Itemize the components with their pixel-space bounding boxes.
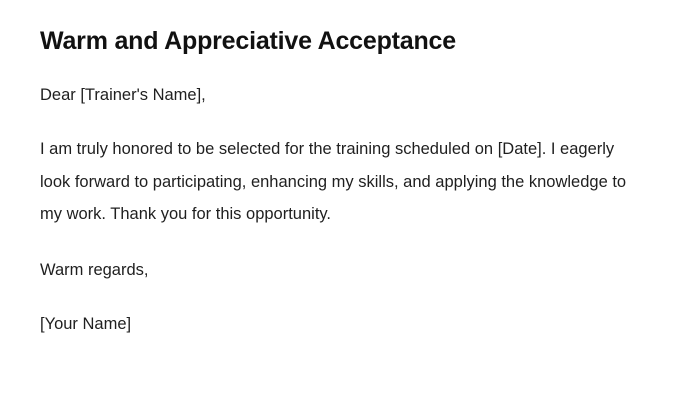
letter-salutation: Dear [Trainer's Name], [40,86,206,105]
letter-closing: Warm regards, [40,260,149,279]
letter-signature: [Your Name] [40,315,132,334]
letter-body: I am truly honored to be selected for the training scheduled on [Date]. I eagerly look forward to participating, enhancing my skills, and applying the knowledge to my work. Thank you for this opportunity. [40,140,627,223]
page-title: Warm and Appreciative Acceptance [40,27,456,55]
